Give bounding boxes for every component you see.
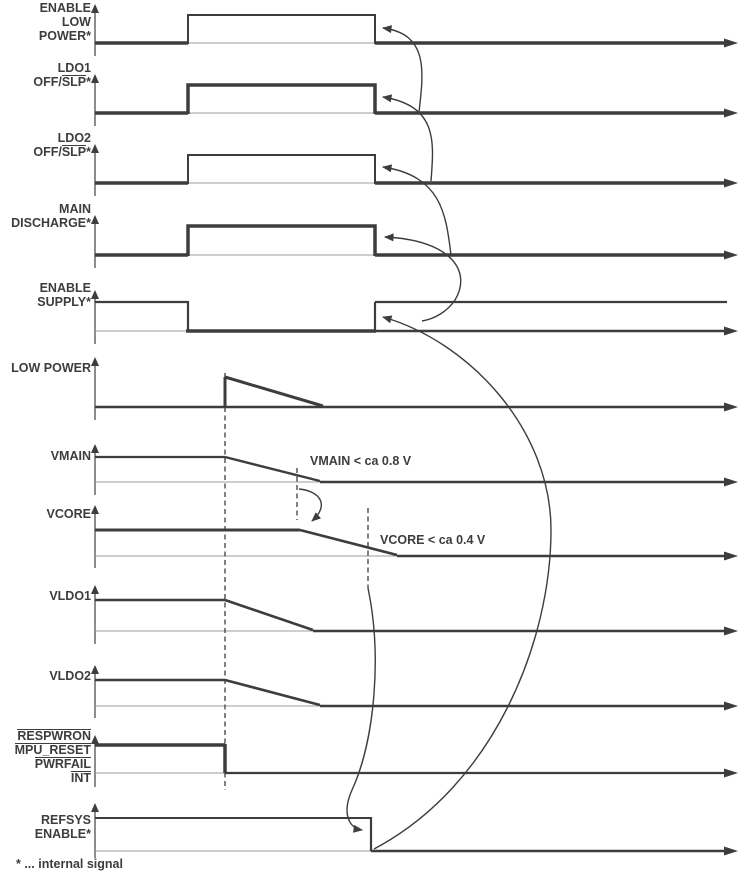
time-arrow-icon: [724, 847, 738, 856]
time-arrow-icon: [724, 39, 738, 48]
vmain-threshold-annotation: VMAIN < ca 0.8 V: [310, 454, 412, 468]
signal-label-low-power: [11, 361, 91, 375]
signal-label-text: INT: [70, 771, 91, 785]
signal-label-text: LDO2: [57, 131, 91, 145]
axis-up-arrow-icon: [91, 357, 99, 366]
signal-label-text: ENABLE*: [34, 827, 91, 841]
signal-label-enable-low-power: [39, 1, 91, 43]
signal-label-main-discharge: [11, 202, 91, 230]
time-arrow-icon: [724, 769, 738, 778]
time-arrow-icon: [724, 627, 738, 636]
signal-label-text: REFSYS: [40, 813, 91, 827]
axis-up-arrow-icon: [91, 585, 99, 594]
curve-to-enable-low-power-fall: [383, 28, 422, 112]
signal-label-text: SUPPLY*: [37, 295, 91, 309]
signal-refsys-enable: [91, 803, 738, 858]
signal-enable-supply: [91, 290, 738, 344]
internal-signal-footnote: * ... internal signal: [16, 857, 123, 871]
signal-label-text: ENABLE: [39, 1, 91, 15]
axis-up-arrow-icon: [91, 215, 99, 224]
signal-label-text: MAIN: [59, 202, 91, 216]
signal-label-text: MPU_RESET: [14, 743, 91, 757]
time-arrow-icon: [724, 478, 738, 487]
time-arrow-icon: [724, 403, 738, 412]
signal-vldo2: [91, 665, 738, 718]
time-arrow-icon: [724, 251, 738, 260]
signal-label-text: VLDO2: [49, 669, 91, 683]
signal-label-text: SLP: [61, 75, 87, 89]
signal-label-refsys-enable: [35, 813, 91, 841]
curve-refsys-to-enable-supply-rise: [374, 317, 551, 849]
axis-up-arrow-icon: [91, 803, 99, 812]
signal-label-text: RESPWRON: [17, 729, 91, 743]
signal-label-text: ENABLE: [39, 281, 91, 295]
signal-label-text: OFF/: [33, 75, 62, 89]
signal-ldo2-off-slp: [91, 144, 738, 196]
curve-vmain-to-vcore-ramp: [299, 489, 321, 521]
curve-to-main-discharge-fall: [385, 237, 461, 321]
axis-up-arrow-icon: [91, 144, 99, 153]
signal-label-text: VMAIN: [50, 449, 91, 463]
signal-label-text: PWRFAIL: [34, 757, 91, 771]
signal-label-vmain: [51, 449, 91, 463]
signal-label-text: *: [86, 145, 91, 159]
signal-vldo1: [91, 585, 738, 644]
time-arrow-icon: [724, 702, 738, 711]
time-arrow-icon: [724, 327, 738, 336]
axis-up-arrow-icon: [91, 444, 99, 453]
signal-label-ldo1-off-slp: [33, 61, 91, 89]
signal-label-text: POWER*: [38, 29, 91, 43]
signal-label-text: SLP: [61, 145, 87, 159]
time-arrow-icon: [724, 552, 738, 561]
signal-label-enable-supply: [37, 281, 91, 309]
axis-up-arrow-icon: [91, 290, 99, 299]
signal-enable-low-power: [91, 4, 738, 56]
axis-up-arrow-icon: [91, 505, 99, 514]
signal-label-vcore: [47, 507, 91, 521]
signal-label-vldo1: [49, 589, 91, 603]
signal-label-text: DISCHARGE*: [11, 216, 91, 230]
signal-label-ldo2-off-slp: [33, 131, 91, 159]
axis-up-arrow-icon: [91, 4, 99, 13]
signal-label-text: OFF/: [33, 145, 62, 159]
time-arrow-icon: [724, 109, 738, 118]
vcore-threshold-annotation: VCORE < ca 0.4 V: [380, 533, 486, 547]
axis-up-arrow-icon: [91, 735, 99, 744]
signal-label-text: VLDO1: [49, 589, 91, 603]
signal-low-power: [91, 357, 738, 420]
signal-label-text: LOW POWER: [11, 361, 91, 375]
signal-vmain: [91, 444, 738, 495]
curve-vcore-to-refsys-fall: [347, 588, 375, 830]
signal-label-text: LDO1: [57, 61, 91, 75]
signal-label-respwron-mpu-reset-pwrfail-int: [15, 729, 91, 785]
axis-up-arrow-icon: [91, 665, 99, 674]
signal-ldo1-off-slp: [91, 74, 738, 126]
signal-main-discharge: [91, 215, 738, 268]
signal-label-vldo2: [49, 669, 91, 683]
axis-up-arrow-icon: [91, 74, 99, 83]
signal-label-text: *: [86, 75, 91, 89]
signal-label-text: LOW: [61, 15, 91, 29]
time-arrow-icon: [724, 179, 738, 188]
signal-label-text: VCORE: [46, 507, 91, 521]
signal-respwron-mpu-reset-pwrfail-int: [91, 735, 738, 787]
